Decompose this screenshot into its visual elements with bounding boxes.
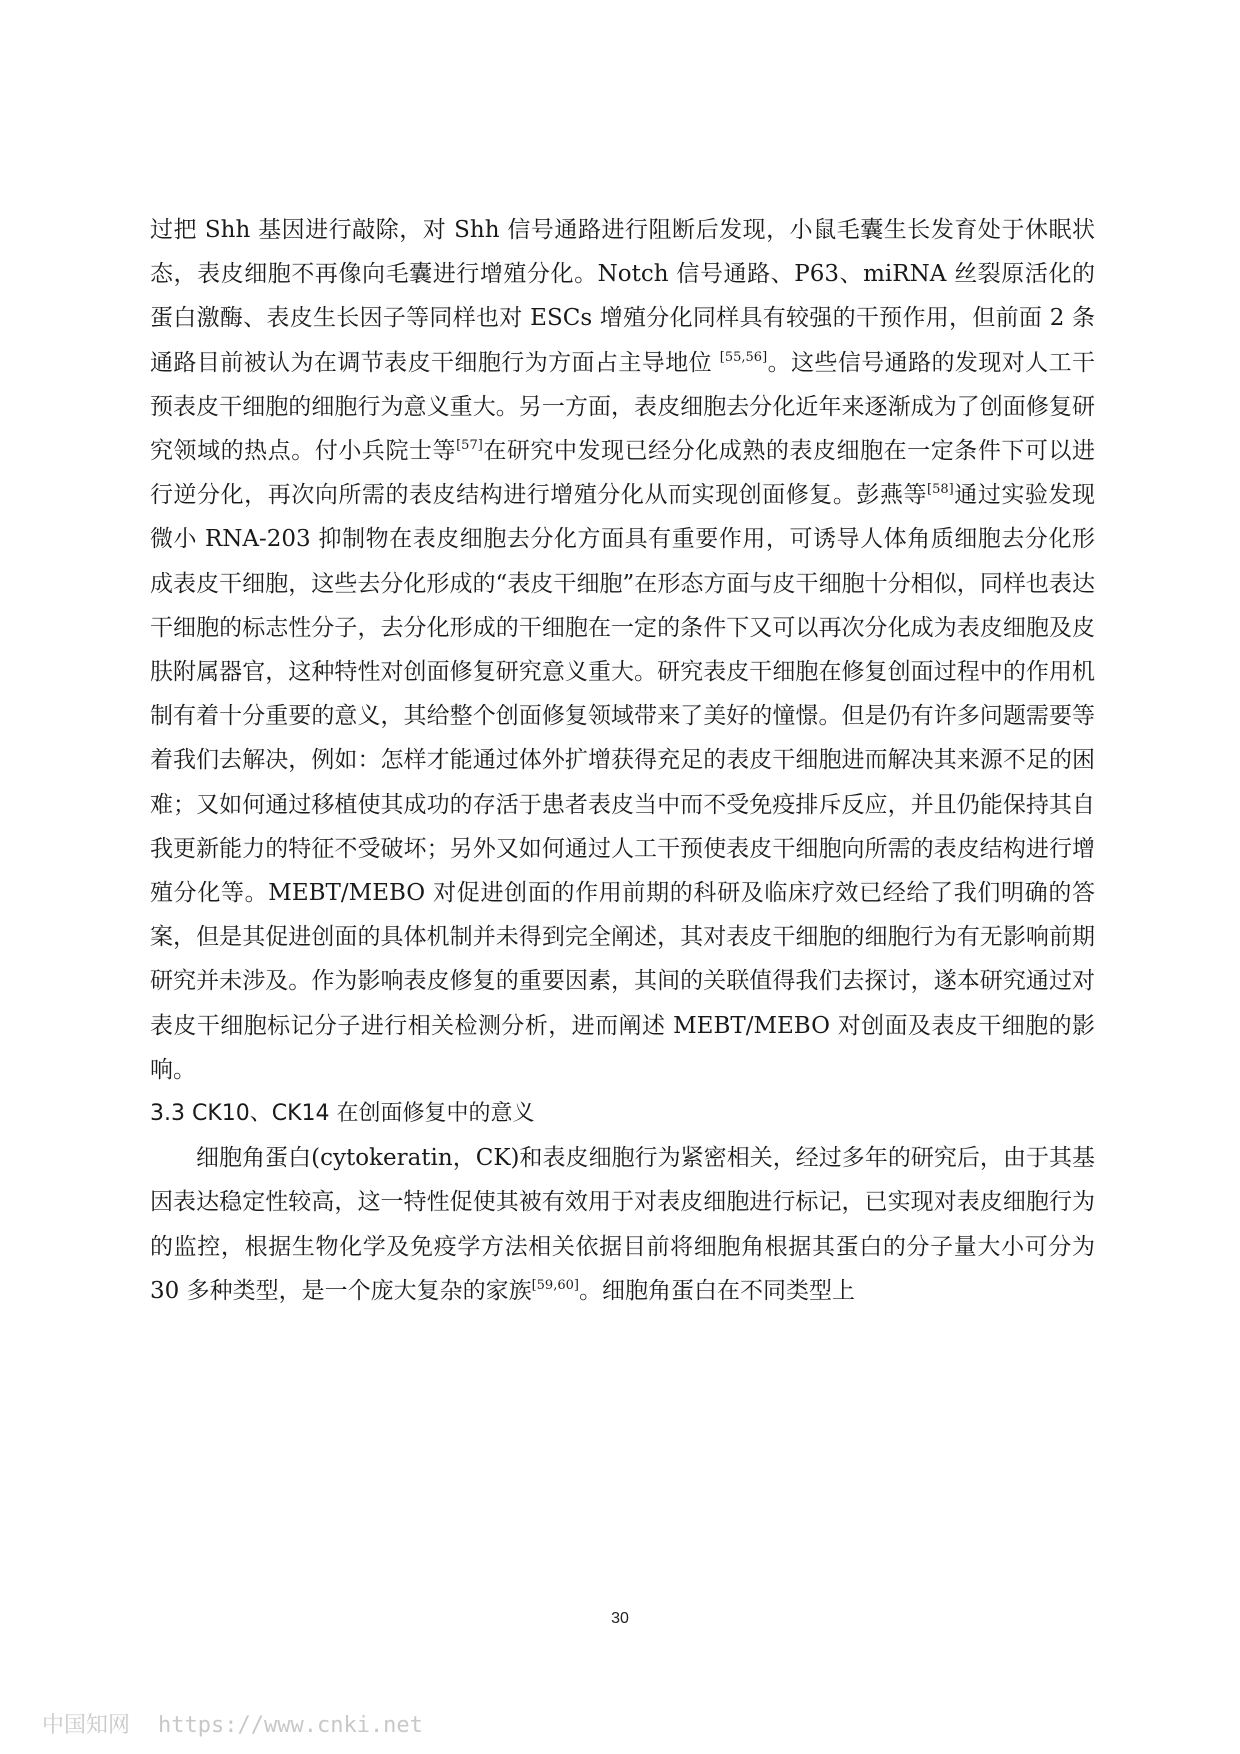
body-paragraph	[150, 208, 1095, 1092]
citation: [59,60]	[531, 1277, 579, 1293]
citation: [58]	[927, 482, 954, 498]
paragraph-text: 细胞角蛋白(cytokeratin，CK)和表皮细胞行为紧密相关，经过多年的研究后，由于其基因表达稳定性较高，这一特性促使其被有效用于对表皮细胞进行标记，已实现对表皮细胞行为的监控，根据生物化学及免疫学方法相关依据目前将细胞角根据其蛋白的分子量大小可分为 30 多种类型，是一个庞大复杂的家族	[150, 1145, 1095, 1304]
section-heading: 3.3 CK10、CK14 在创面修复中的意义	[150, 1101, 535, 1127]
citation: [57]	[456, 438, 483, 454]
paragraph-text: 。细胞角蛋白在不同类型上	[578, 1277, 855, 1304]
paragraph-text: 在研究中发现已经分化成熟的表皮细胞在一定条件下可以进行逆分化，再次向所需的表皮结构进行增殖分化从而实现创面修复。彭燕等	[150, 438, 1096, 509]
citation: [55,56]	[719, 349, 768, 365]
watermark-url: https://www.cnki.net	[158, 1713, 423, 1738]
paragraph-text: 通过实验发现微小 RNA-203 抑制物在表皮细胞去分化方面具有重要作用，可诱导人体角质细胞去分化形成表皮干细胞，这些去分化形成的“表皮干细胞”在形态方面与皮干细胞十分相似，同样也表达干细胞的标志性分子，去分化形成的干细胞在一定的条件下又可以再次分化成为表皮细胞及皮肤附属器官，这种特性对创面修复研究意义重大。研究表皮干细胞在修复创面过程中的作用机制有着十分重要的意义，其给整个创面修复领域带来了美好的憧憬。但是仍有许多问题需要等着我们去解决，例如：怎样才能通过体外扩增获得充足的表皮干细胞进而解决其来源不足的困难；又如何通过移植使其成功的存活于患者表皮当中而不受免疫排斥反应，并且仍能保持其自我更新能力的特征不受破坏；另外又如何通过人工干预使表皮干细胞向所需的表皮结构进行增殖分化等。MEBT/MEBO 对促进创面的作用前期的科研及临床疗效已经给了我们明确的答案，但是其促进创面的具体机制并未得到完全阐述，其对表皮干细胞的细胞行为有无影响前期研究并未涉及。作为影响表皮修复的重要因素，其间的关联值得我们去探讨，遂本研究通过对表皮干细胞标记分子进行相关检测分析，进而阐述 MEBT/MEBO 对创面及表皮干细胞的影响。	[150, 482, 1096, 1083]
watermark-site-name: 中国知网	[42, 1713, 131, 1738]
page-number: 30	[611, 1610, 629, 1627]
page-body	[150, 208, 1095, 1313]
cnki-watermark	[42, 1708, 423, 1739]
paragraph-text: 过把 Shh 基因进行敲除，对 Shh 信号通路进行阻断后发现，小鼠毛囊生长发育处于休眠状态，表皮细胞不再像向毛囊进行增殖分化。Notch 信号通路、P63、miRNA 丝裂原活化的蛋白激酶、表皮生长因子等同样也对 ESCs 增殖分化同样具有较强的干预作用，但前面 2 条通路目前被认为在调节表皮干细胞行为方面占主导地位	[150, 217, 1095, 376]
paragraph-text: 。这些信号通路的发现对人工干预表皮干细胞的细胞行为意义重大。另一方面，表皮细胞去分化近年来逐渐成为了创面修复研究领域的热点。付小兵院士等	[150, 349, 1096, 465]
body-paragraph	[150, 1136, 1095, 1313]
